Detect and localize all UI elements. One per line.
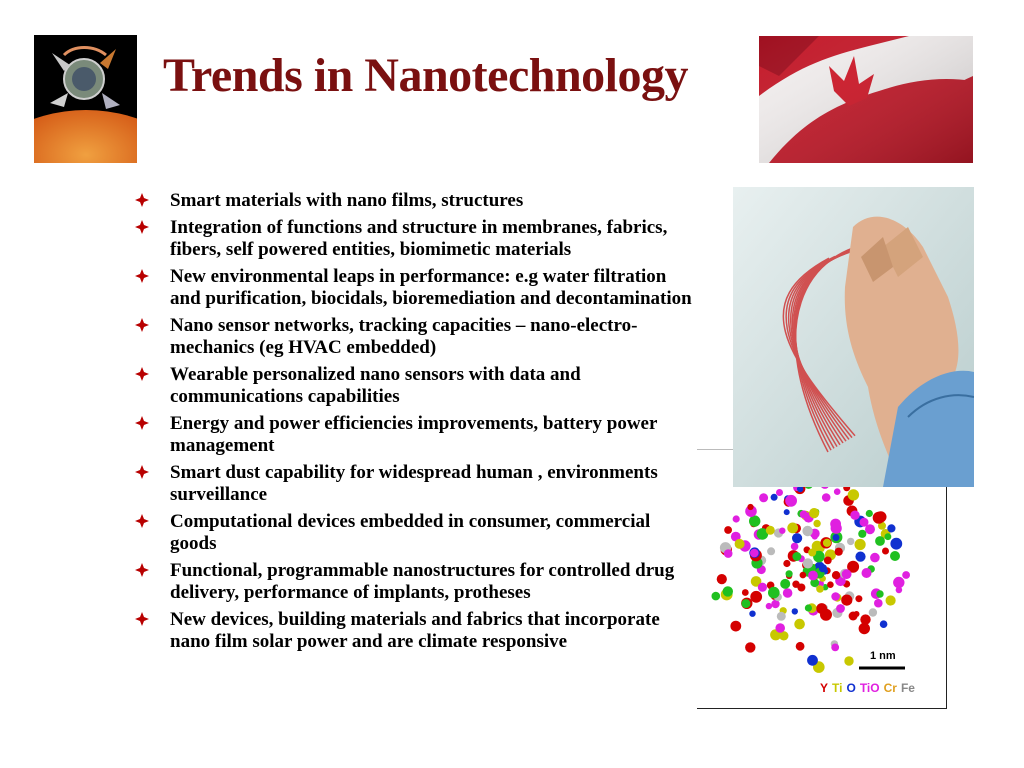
atom (823, 539, 831, 547)
bullet-item (134, 217, 694, 261)
atom (858, 530, 866, 538)
atom (742, 589, 749, 596)
bullet-text: Energy and power efficiencies improvements, battery power management (170, 413, 658, 456)
legend-cr: Cr (883, 681, 897, 695)
atom (741, 599, 750, 608)
atom (890, 551, 900, 561)
atom (768, 587, 780, 599)
atom (733, 515, 740, 522)
atom (870, 553, 880, 563)
atom (866, 510, 873, 517)
diamond-bullet-icon (134, 415, 150, 431)
bullet-text: Nano sensor networks, tracking capacities – nano-electro-mechanics (eg HVAC embedded) (170, 315, 638, 358)
legend-tio: TiO (859, 681, 880, 695)
atom (862, 568, 872, 578)
bullet-text: Computational devices embedded in consumer, commercial goods (170, 511, 651, 554)
atom (784, 509, 790, 515)
bullet-item (134, 609, 694, 653)
atom (730, 621, 741, 632)
bullet-item (134, 266, 694, 310)
atom (820, 609, 832, 621)
atom (885, 533, 892, 540)
atom (792, 552, 801, 561)
diamond-bullet-icon (134, 611, 150, 627)
atom (766, 526, 775, 535)
atom (723, 586, 733, 596)
atom (747, 504, 753, 510)
diamond-bullet-icon (134, 268, 150, 284)
atom (886, 595, 896, 605)
atom (819, 564, 827, 572)
bullet-text: Wearable personalized nano sensors with data and communications capabilities (170, 364, 581, 407)
atom (847, 538, 854, 545)
atom (896, 587, 903, 594)
bullet-text: New environmental leaps in performance: e.g water filtration and purification, biocidals, bioremediation and decontamination (170, 266, 692, 309)
bullet-text: New devices, building materials and fabrics that incorporate nano film solar power and are climate responsive (170, 609, 660, 652)
atom (745, 642, 755, 652)
atom (792, 581, 799, 588)
atom (835, 548, 843, 556)
atom (842, 569, 852, 579)
legend-ti: Ti (832, 681, 843, 695)
legend-y: Y (820, 681, 829, 695)
atom (767, 547, 775, 555)
atom (834, 488, 841, 495)
atom (735, 539, 745, 549)
legend-fe: Fe (900, 681, 915, 695)
atom (777, 612, 786, 621)
atom (850, 511, 859, 520)
atom (827, 581, 834, 588)
flexible-nano-film-photo (733, 187, 974, 487)
atom (785, 495, 797, 507)
molecular-cluster-figure (697, 449, 947, 709)
atom (831, 592, 840, 601)
atom (771, 494, 778, 501)
atom (803, 558, 813, 568)
diamond-bullet-icon (134, 366, 150, 382)
diamond-bullet-icon (134, 513, 150, 529)
bullet-text: Smart materials with nano films, structures (170, 190, 524, 211)
atom (880, 620, 888, 628)
logo-graphic (34, 35, 137, 163)
bullet-item (134, 462, 694, 506)
bullet-text: Integration of functions and structure in membranes, fabrics, fibers, self powered entities, biomimetic materials (170, 217, 668, 260)
canadian-flag-image (759, 36, 973, 163)
atom (724, 549, 733, 558)
atom (712, 592, 721, 601)
bullet-item (134, 190, 694, 212)
atom (812, 534, 818, 540)
atom (800, 510, 808, 518)
slide-title: Trends in Nanotechnology (163, 49, 688, 102)
diamond-bullet-icon (134, 562, 150, 578)
diamond-bullet-icon (134, 219, 150, 235)
film-photo-graphic (733, 187, 974, 487)
atom (792, 608, 798, 614)
atom (902, 571, 910, 579)
atom (887, 524, 895, 532)
atom (780, 579, 790, 589)
atom (758, 583, 767, 592)
atom (813, 520, 820, 527)
atom (844, 656, 853, 665)
atom (792, 533, 802, 543)
atom (775, 623, 785, 633)
atom (805, 604, 812, 611)
atom (750, 549, 759, 558)
atom (833, 534, 840, 541)
diamond-bullet-icon (134, 192, 150, 208)
diamond-bullet-icon (134, 317, 150, 333)
atom (876, 590, 883, 597)
atom (855, 552, 865, 562)
atom (832, 571, 840, 579)
atom (860, 518, 869, 527)
atom (848, 489, 859, 500)
atom (791, 543, 799, 551)
atom (869, 608, 877, 616)
atom (855, 595, 862, 602)
bullet-item (134, 364, 694, 408)
atom (824, 557, 832, 565)
bullet-item (134, 315, 694, 359)
bullet-text: Smart dust capability for widespread human , environments surveillance (170, 462, 658, 505)
atom (875, 536, 885, 546)
atom (836, 604, 845, 613)
diamond-bullet-icon (134, 464, 150, 480)
atom (890, 538, 902, 550)
legend-o: O (846, 681, 856, 695)
atom (831, 523, 842, 534)
atom (831, 644, 839, 652)
nanotech-logo-image (34, 35, 137, 163)
atom (749, 611, 755, 617)
atom (794, 619, 805, 630)
atom (783, 588, 793, 598)
molecule-graphic (697, 450, 946, 708)
bullet-list (134, 190, 694, 658)
scale-label: 1 nm (870, 650, 896, 662)
bullet-item (134, 511, 694, 555)
atom (750, 591, 762, 603)
atom (808, 549, 816, 557)
atom (882, 548, 889, 555)
atom (783, 560, 790, 567)
bullet-item (134, 413, 694, 457)
atom (724, 526, 732, 534)
atom (859, 623, 870, 634)
atom (841, 595, 852, 606)
atom (807, 655, 818, 666)
atom (800, 572, 807, 579)
bullet-text: Functional, programmable nanostructures for controlled drug delivery, performance of implants, protheses (170, 560, 675, 603)
atom (717, 574, 727, 584)
flag-graphic (759, 36, 973, 163)
atom (776, 489, 783, 496)
atom (875, 511, 886, 522)
atom (779, 528, 785, 534)
atom (786, 570, 793, 577)
atom (874, 599, 883, 608)
bullet-item (134, 560, 694, 604)
atom (766, 603, 772, 609)
atom (759, 493, 768, 502)
atom (809, 508, 819, 518)
element-legend (820, 681, 919, 695)
atom (808, 571, 818, 581)
atom (771, 600, 779, 608)
atom (893, 577, 904, 588)
atom (822, 493, 831, 502)
atom (787, 523, 798, 534)
atom (816, 585, 824, 593)
atom (854, 611, 860, 617)
atom (749, 515, 760, 526)
atom (802, 526, 812, 536)
atom (855, 539, 866, 550)
atom (796, 642, 805, 651)
